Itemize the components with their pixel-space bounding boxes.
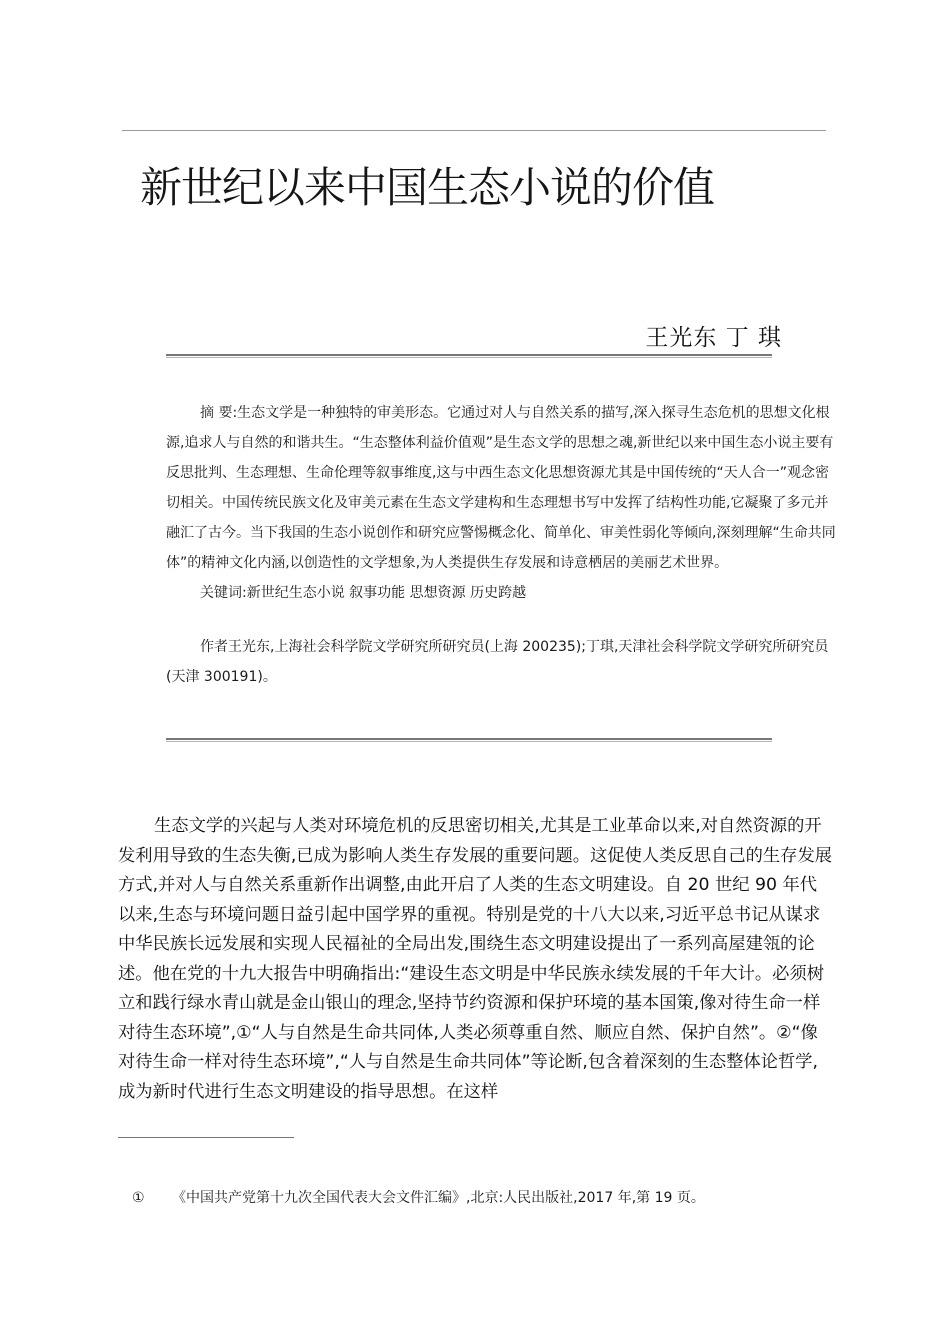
footnote [132, 1186, 832, 1210]
abstract-block [166, 398, 836, 692]
footnote-text: 《中国共产党第十九次全国代表大会文件汇编》,北京:人民出版社,2017 年,第 19 页。 [172, 1190, 705, 1206]
abstract-top-rule [166, 354, 772, 358]
abstract-bottom-rule [166, 738, 772, 742]
author-names: 王光东 丁 琪 [645, 325, 782, 351]
footnote-rule [118, 1137, 294, 1138]
body-text [118, 812, 834, 1107]
footnote-mark: ① [132, 1190, 145, 1206]
keywords: 关键词:新世纪生态小说 叙事功能 思想资源 历史跨越 [200, 585, 527, 601]
body-paragraph: 生态文学的兴起与人类对环境危机的反思密切相关,尤其是工业革命以来,对自然资源的开发利用导致的生态失衡,已成为影响人类生存发展的重要问题。这促使人类反思自己的生存发展方式,并对人与自然关系重新作出调整,由此开启了人类的生态文明建设。自 20 世纪 90 年代以来,生态与环境问题日益引起中国学界的重视。特别是党的十八大以来,习近平总书记从谋求中华民族长远发展和实现人民福祉的全局出发,围绕生态文明建设提出了一系列高屋建瓴的论述。他在党的十九大报告中明确指出:“建设生态文明是中华民族永续发展的千年大计。必须树立和践行绿水青山就是金山银山的理念,坚持节约资源和保护环境的基本国策,像对待生命一样对待生态环境”,①“人与自然是生命共同体,人类必须尊重自然、顺应自然、保护自然”。②“像对待生命一样对待生态环境”,“人与自然是生命共同体”等论断,包含着深刻的生态整体论哲学,成为新时代进行生态文明建设的指导思想。在这样 [118, 816, 833, 1102]
author-affiliation: 作者王光东,上海社会科学院文学研究所研究员(上海 200235);丁琪,天津社会科学院文学研究所研究员(天津 300191)。 [166, 639, 829, 685]
article-title: 新世纪以来中国生态小说的价值 [140, 163, 715, 212]
abstract-text: 摘 要:生态文学是一种独特的审美形态。它通过对人与自然关系的描写,深入探寻生态危机的思想文化根源,追求人与自然的和谐共生。“生态整体利益价值观”是生态文学的思想之魂,新世纪以来中国生态小说主要有反思批判、生态理想、生命伦理等叙事维度,这与中西生态文化思想资源尤其是中国传统的“天人合一”观念密切相关。中国传统民族文化及审美元素在生态文学建构和生态理想书写中发挥了结构性功能,它凝聚了多元并融汇了古今。当下我国的生态小说创作和研究应警惕概念化、简单化、审美性弱化等倾向,深刻理解“生命共同体”的精神文化内涵,以创造性的文学想象,为人类提供生存发展和诗意栖居的美丽艺术世界。 [166, 405, 836, 571]
header-rule [122, 130, 826, 131]
